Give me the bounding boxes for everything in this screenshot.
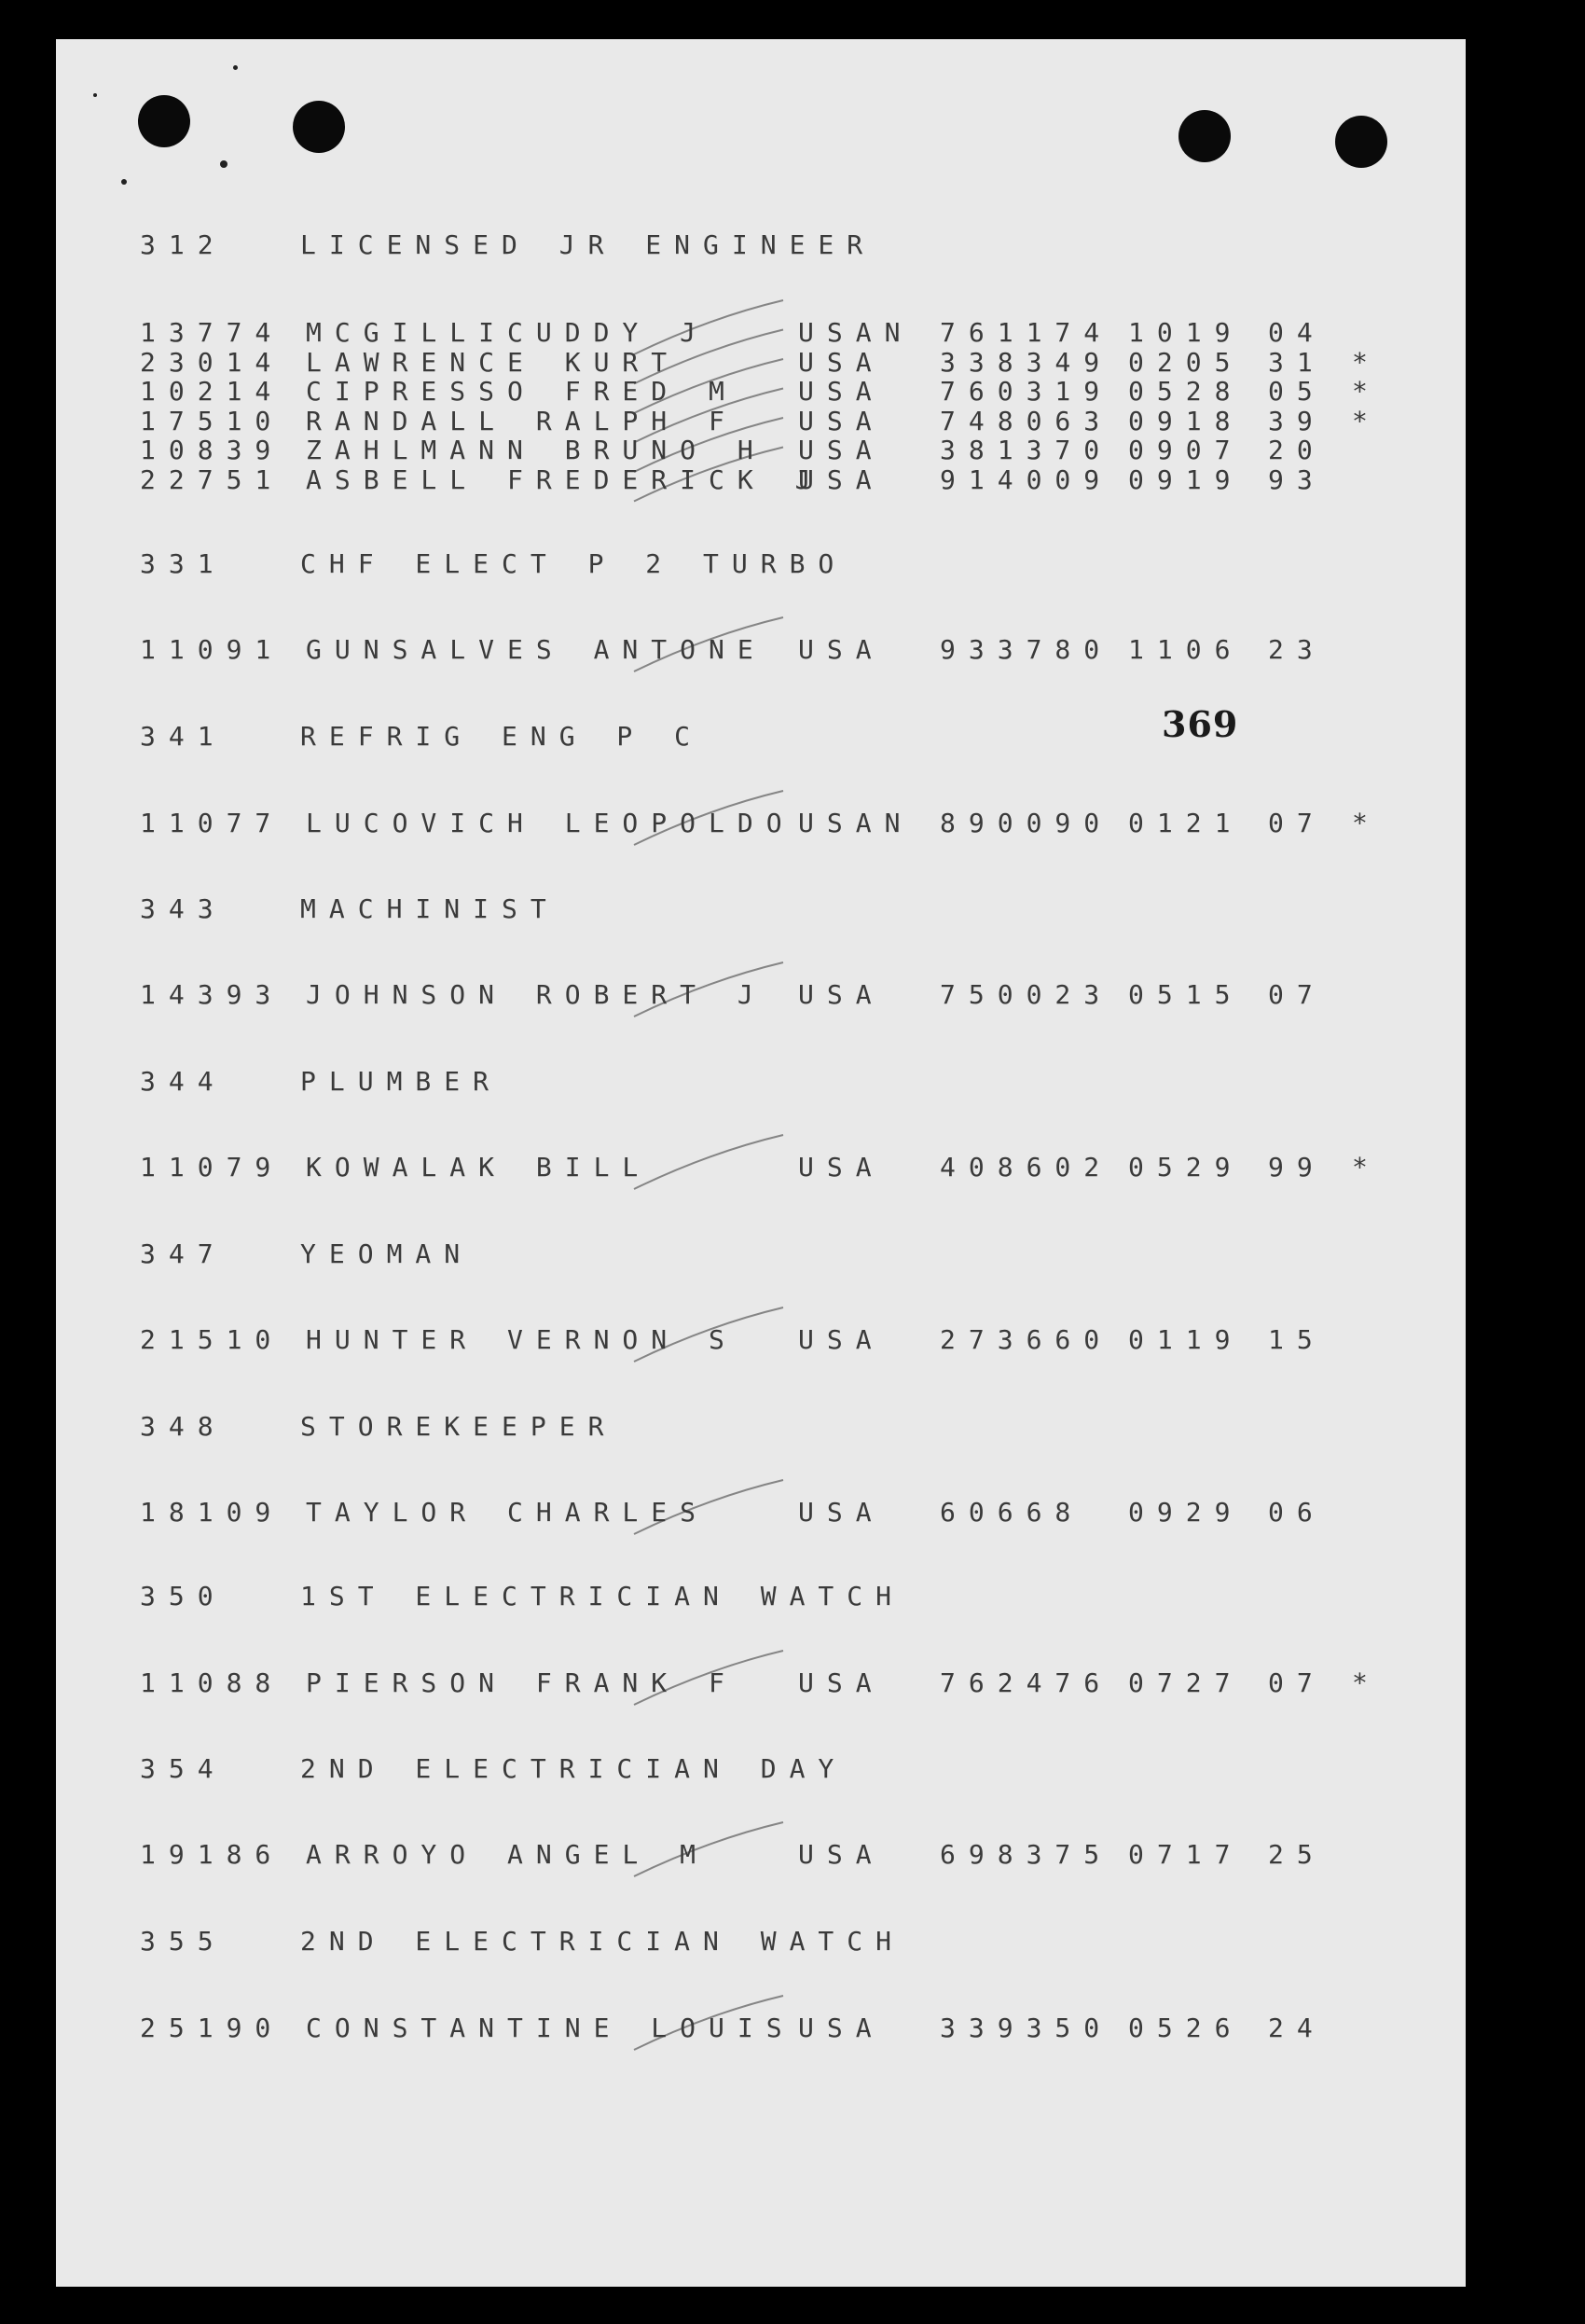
status-code: 04 (1268, 317, 1326, 348)
section-title: CHF ELECT P 2 TURBO (300, 548, 848, 579)
status-code: 39 (1268, 405, 1326, 436)
pencil-tick (634, 1135, 783, 1189)
employee-name: MCGILLICUDDY J (306, 317, 710, 348)
citizenship: USA (798, 1497, 885, 1528)
employee-name: CONSTANTINE LOUIS (306, 2013, 795, 2043)
date-code: 0918 (1128, 405, 1244, 436)
date-code: 0907 (1128, 435, 1244, 465)
section-code: 347 (140, 1238, 227, 1269)
employee-name: KOWALAK BILL (306, 1152, 652, 1183)
date-code: 0929 (1128, 1497, 1244, 1528)
asterisk-mark: * (1352, 1667, 1381, 1698)
status-code: 20 (1268, 435, 1326, 465)
reference-number: 762476 (940, 1667, 1113, 1698)
section-code: 350 (140, 1581, 227, 1612)
section-code: 344 (140, 1066, 227, 1097)
section-code: 343 (140, 893, 227, 924)
status-code: 93 (1268, 463, 1326, 495)
status-code: 15 (1268, 1324, 1326, 1355)
citizenship: USA (798, 2013, 885, 2043)
employee-id: 17510 (140, 405, 284, 436)
citizenship: USA (798, 376, 885, 407)
employee-id: 19186 (140, 1839, 284, 1870)
reference-number: 273660 (940, 1324, 1113, 1355)
section-code: 355 (140, 1926, 227, 1957)
date-code: 0119 (1128, 1324, 1244, 1355)
citizenship: USA (798, 1152, 885, 1183)
reference-number: 339350 (940, 2013, 1113, 2043)
citizenship: USA (798, 435, 885, 465)
asterisk-mark: * (1352, 346, 1381, 378)
asterisk-mark: * (1352, 376, 1381, 407)
date-code: 0205 (1128, 346, 1244, 378)
employee-id: 10839 (140, 435, 284, 465)
section-code: 341 (140, 721, 227, 752)
employee-name: RANDALL RALPH F (306, 405, 737, 436)
status-code: 23 (1268, 634, 1326, 665)
employee-id: 11079 (140, 1152, 284, 1183)
status-code: 31 (1268, 346, 1326, 378)
employee-name: CIPRESSO FRED M (306, 376, 737, 407)
reference-number: 914009 (940, 463, 1113, 495)
section-code: 354 (140, 1753, 227, 1784)
citizenship: USA (798, 1667, 885, 1698)
employee-id: 13774 (140, 317, 284, 348)
reference-number: 698375 (940, 1839, 1113, 1870)
employee-id: 11077 (140, 808, 284, 838)
citizenship: USA (798, 405, 885, 436)
citizenship: USA (798, 346, 885, 378)
citizenship: USA (798, 1839, 885, 1870)
employee-name: ZAHLMANN BRUNO H (306, 435, 766, 465)
reference-number: 408602 (940, 1152, 1113, 1183)
status-code: 07 (1268, 808, 1326, 838)
asterisk-mark: * (1352, 1152, 1381, 1183)
reference-number: 761174 (940, 317, 1113, 348)
reference-number: 750023 (940, 979, 1113, 1010)
status-code: 25 (1268, 1839, 1326, 1870)
page-number-stamp: 369 (1162, 703, 1239, 745)
employee-name: ARROYO ANGEL M (306, 1839, 710, 1870)
date-code: 0919 (1128, 463, 1244, 495)
employee-id: 21510 (140, 1324, 284, 1355)
status-code: 05 (1268, 376, 1326, 407)
employee-id: 11091 (140, 634, 284, 665)
section-title: 1ST ELECTRICIAN WATCH (300, 1581, 905, 1612)
section-title: REFRIG ENG P C (300, 721, 704, 752)
section-title: PLUMBER (300, 1066, 503, 1097)
citizenship: USA (798, 463, 885, 495)
asterisk-mark: * (1352, 405, 1381, 436)
employee-id: 23014 (140, 346, 284, 378)
reference-number: 60668 (940, 1497, 1084, 1528)
status-code: 06 (1268, 1497, 1326, 1528)
section-title: LICENSED JR ENGINEER (300, 229, 876, 260)
section-code: 348 (140, 1411, 227, 1442)
employee-name: PIERSON FRANK F (306, 1667, 737, 1698)
citizenship: USA (798, 1324, 885, 1355)
section-code: 312 (140, 229, 227, 260)
document-page (56, 39, 1466, 2287)
section-title: STOREKEEPER (300, 1411, 617, 1442)
reference-number: 890090 (940, 808, 1113, 838)
employee-name: HUNTER VERNON S (306, 1324, 737, 1355)
employee-id: 18109 (140, 1497, 284, 1528)
employee-name: GUNSALVES ANTONE (306, 634, 766, 665)
citizenship: USA (798, 979, 885, 1010)
citizenship: USAN (798, 317, 914, 348)
employee-id: 22751 (140, 463, 284, 495)
status-code: 24 (1268, 2013, 1326, 2043)
section-code: 331 (140, 548, 227, 579)
reference-number: 748063 (940, 405, 1113, 436)
employee-name: JOHNSON ROBERT J (306, 979, 766, 1010)
date-code: 0121 (1128, 808, 1244, 838)
status-code: 07 (1268, 979, 1326, 1010)
employee-name: ASBELL FREDERICK J (306, 463, 824, 495)
date-code: 0528 (1128, 376, 1244, 407)
date-code: 0515 (1128, 979, 1244, 1010)
date-code: 0727 (1128, 1667, 1244, 1698)
citizenship: USA (798, 634, 885, 665)
date-code: 0529 (1128, 1152, 1244, 1183)
reference-number: 760319 (940, 376, 1113, 407)
citizenship: USAN (798, 808, 914, 838)
employee-id: 25190 (140, 2013, 284, 2043)
section-title: 2ND ELECTRICIAN WATCH (300, 1926, 905, 1957)
employee-name: LUCOVICH LEOPOLDO (306, 808, 795, 838)
employee-id: 14393 (140, 979, 284, 1010)
section-title: MACHINIST (300, 893, 559, 924)
employee-name: TAYLOR CHARLES (306, 1497, 710, 1528)
date-code: 0526 (1128, 2013, 1244, 2043)
date-code: 1106 (1128, 634, 1244, 665)
status-code: 99 (1268, 1152, 1326, 1183)
status-code: 07 (1268, 1667, 1326, 1698)
employee-id: 10214 (140, 376, 284, 407)
date-code: 0717 (1128, 1839, 1244, 1870)
reference-number: 338349 (940, 346, 1113, 378)
employee-id: 11088 (140, 1667, 284, 1698)
section-title: YEOMAN (300, 1238, 474, 1269)
employee-name: LAWRENCE KURT (306, 346, 681, 378)
reference-number: 933780 (940, 634, 1113, 665)
section-title: 2ND ELECTRICIAN DAY (300, 1753, 848, 1784)
asterisk-mark: * (1352, 808, 1381, 838)
reference-number: 381370 (940, 435, 1113, 465)
date-code: 1019 (1128, 317, 1244, 348)
